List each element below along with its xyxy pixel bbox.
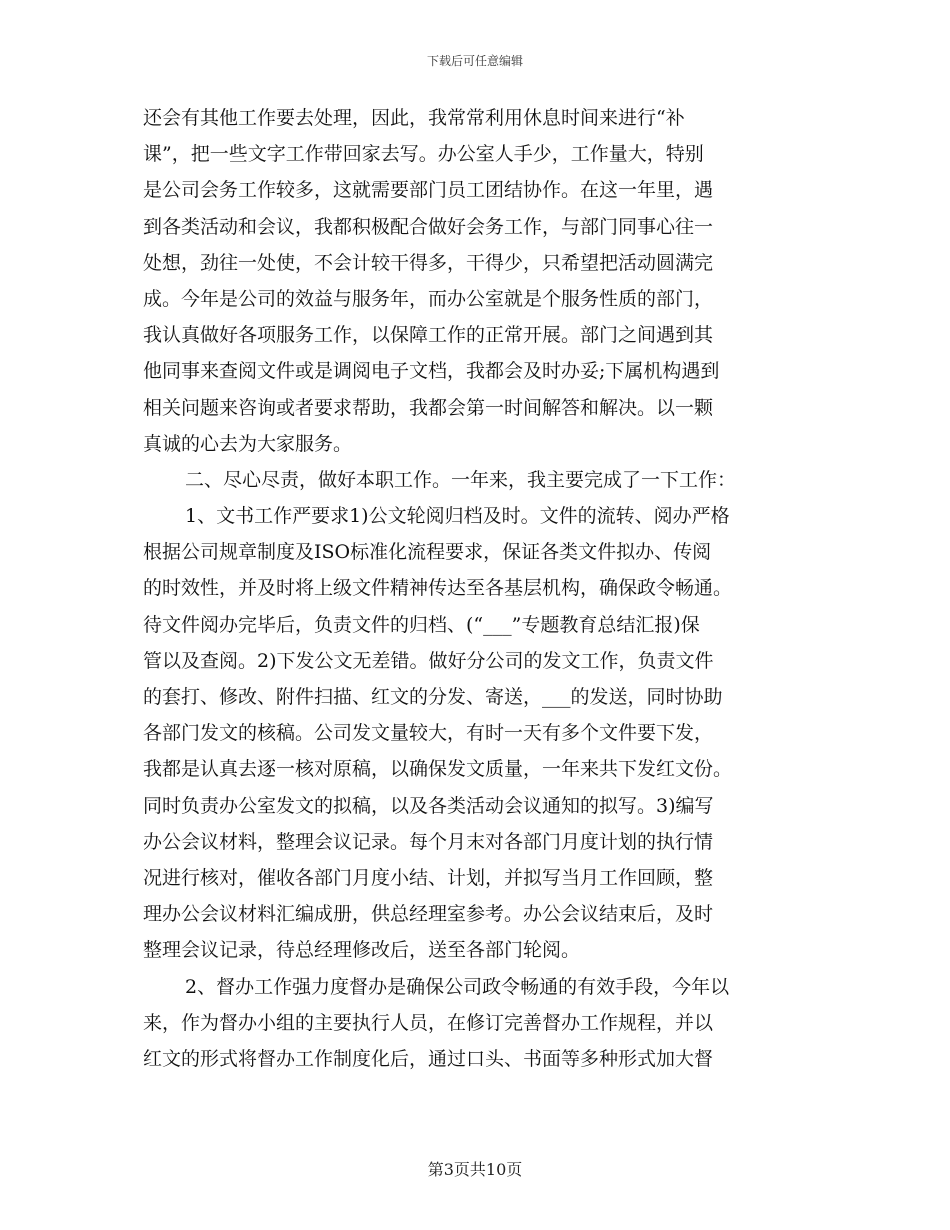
section-heading-line: 二、尽心尽责，做好本职工作。一年来，我主要完成了一下工作：	[185, 468, 737, 491]
body-line: 管以及查阅。2)下发公文无差错。做好分公司的发文工作，负责文件	[143, 649, 714, 672]
body-line: 红文的形式将督办工作制度化后，通过口头、书面等多种形式加大督	[143, 1047, 714, 1070]
body-line: 相关问题来咨询或者要求帮助，我都会第一时间解答和解决。以一颗	[143, 396, 714, 419]
page-header-note: 下载后可任意编辑	[426, 54, 523, 68]
body-line: 根据公司规章制度及ISO标准化流程要求，保证各类文件拟办、传阅	[143, 541, 712, 564]
body-line: 我认真做好各项服务工作，以保障工作的正常开展。部门之间遇到其	[143, 324, 714, 347]
paragraph-first-line: 2、督办工作强力度督办是确保公司政令畅通的有效手段，今年以	[185, 975, 730, 998]
body-line: 处想，劲往一处使，不会计较干得多，干得少，只希望把活动圆满完	[143, 251, 714, 274]
body-line: 理办公会议材料汇编成册，供总经理室参考。办公会议结束后，及时	[143, 903, 714, 926]
body-line: 他同事来查阅文件或是调阅电子文档，我都会及时办妥;下属机构遇到	[143, 360, 720, 383]
body-line: 是公司会务工作较多，这就需要部门员工团结协作。在这一年里，遇	[143, 179, 714, 202]
body-line: 整理会议记录，待总经理修改后，送至各部门轮阅。	[143, 939, 581, 962]
body-line: 的时效性，并及时将上级文件精神传达至各基层机构，确保政令畅通。	[143, 577, 733, 600]
body-line: 还会有其他工作要去处理，因此，我常常利用休息时间来进行“补	[143, 107, 685, 129]
document-body	[143, 100, 813, 1077]
body-line: 我都是认真去逐一核对原稿，以确保发文质量，一年来共下发红文份。	[143, 758, 733, 781]
paragraph-first-line: 1、文书工作严要求1)公文轮阅归档及时。文件的流转、阅办严格	[185, 505, 730, 528]
body-line: 办公会议材料，整理会议记录。每个月末对各部门月度计划的执行情	[143, 830, 714, 853]
body-line: 课”，把一些文字工作带回家去写。办公室人手少，工作量大，特别	[143, 143, 704, 166]
body-line: 待文件阅办完毕后，负责文件的归档、(“___”专题教育总结汇报)保	[143, 613, 700, 636]
page-number: 第3页共10页	[427, 1160, 523, 1179]
body-line: 同时负责办公室发文的拟稿，以及各类活动会议通知的拟写。3)编写	[143, 794, 714, 817]
body-line: 各部门发文的核稿。公司发文量较大，有时一天有多个文件要下发，	[143, 722, 714, 745]
body-line: 来，作为督办小组的主要执行人员，在修订完善督办工作规程，并以	[143, 1011, 714, 1034]
body-line: 成。今年是公司的效益与服务年，而办公室就是个服务性质的部门，	[143, 287, 714, 310]
body-line: 的套打、修改、附件扫描、红文的分发、寄送，___的发送，同时协助	[143, 686, 723, 708]
body-line: 到各类活动和会议，我都积极配合做好会务工作，与部门同事心往一	[143, 215, 714, 238]
body-line: 真诚的心去为大家服务。	[143, 432, 353, 455]
body-line: 况进行核对，催收各部门月度小结、计划，并拟写当月工作回顾，整	[143, 866, 714, 889]
